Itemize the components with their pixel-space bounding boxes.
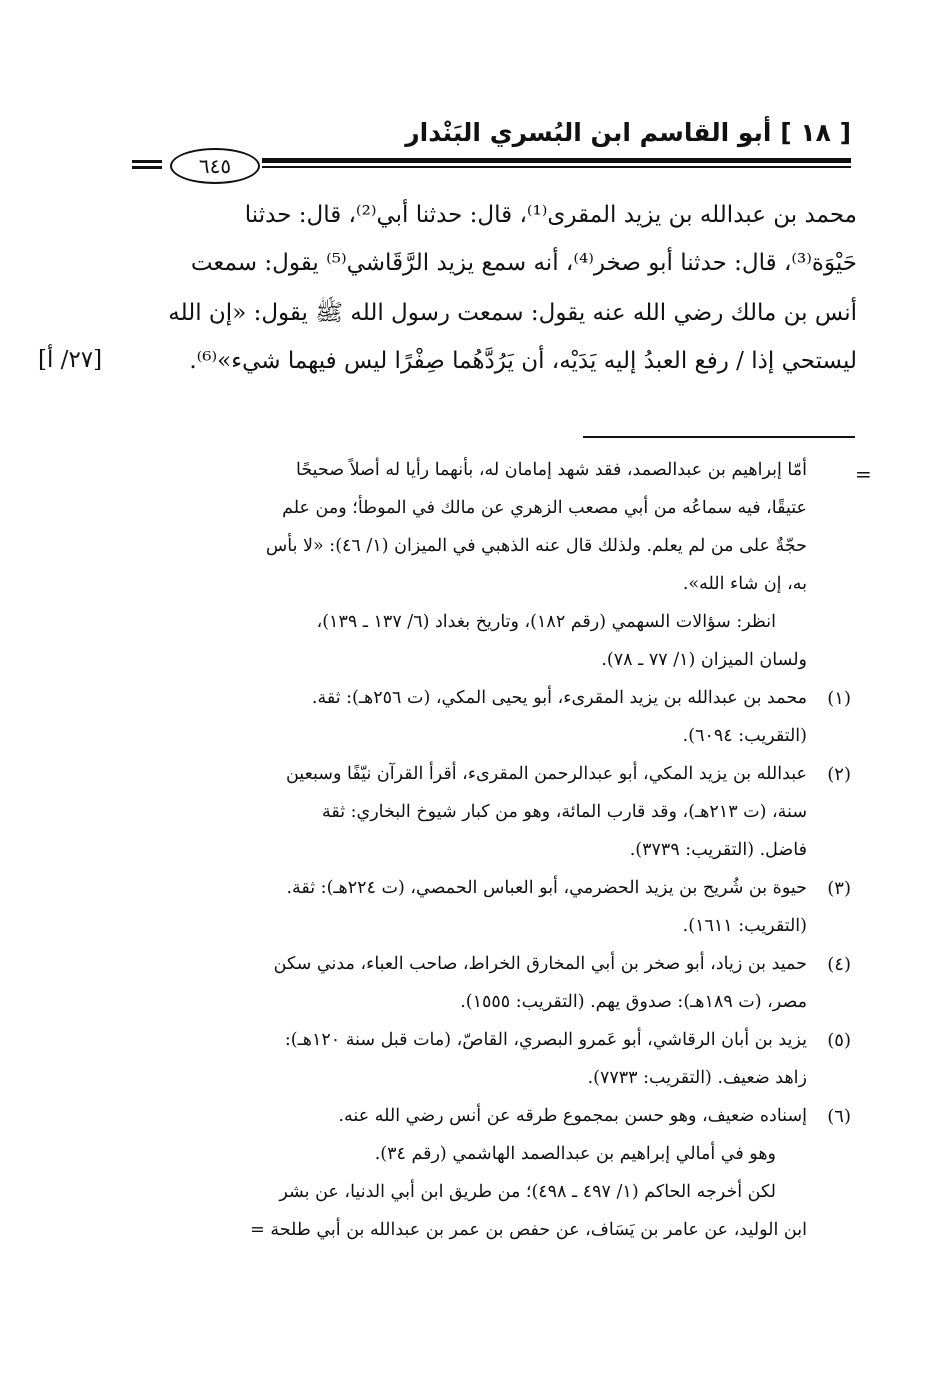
footnote-continuation-line: أمّا إبراهيم بن عبدالصمد، فقد شهد إمامان له، بأنهما رأيا له أصلاً صحيحًا (295, 460, 807, 480)
footnote-see-also-line: انظر: سؤالات السهمي (رقم ١٨٢)، وتاريخ بغداد (٦/ ١٣٧ ـ ١٣٩)، (316, 612, 776, 632)
main-text-line: ليستحي إذا / رفع العبدُ إليه يَدَيْه، أن يَرُدَّهُما صِفْرًا ليس فيهما شيء»⁽⁶⁾. (189, 348, 857, 374)
footnote-line: ابن الوليد، عن عامر بن يَسَاف، عن حفص بن عمر بن عبدالله بن أبي طلحة = (250, 1220, 807, 1240)
footnote-number: (٦) (827, 1106, 851, 1127)
footnote-line: إسناده ضعيف، وهو حسن بمجموع طرقه عن أنس رضي الله عنه. (338, 1106, 807, 1126)
footnote-line: حميد بن زياد، أبو صخر بن أبي المخارق الخراط، صاحب العباء، مدني سكن (273, 954, 807, 974)
footnote-line: (التقريب: ٦٠٩٤). (682, 726, 807, 746)
footnote-line: حيوة بن شُريح بن يزيد الحضرمي، أبو العباس الحمصي، (ت ٢٢٤هـ): ثقة. (286, 878, 807, 898)
footnote-line: فاضل. (التقريب: ٣٧٣٩). (629, 840, 807, 860)
footnote-line: مصر، (ت ١٨٩هـ): صدوق يهم. (التقريب: ١٥٥٥). (460, 992, 807, 1012)
footnote-number: (١) (827, 688, 851, 709)
footnote-separator (583, 436, 855, 438)
running-header-title: [ ١٨ ] أبو القاسم ابن البُسري البَنْدار (405, 118, 851, 147)
footnote-number: (٢) (827, 764, 851, 785)
footnote-number: (٥) (827, 1030, 851, 1051)
header-rule-short (132, 160, 162, 163)
main-text-line: حَيْوَة⁽³⁾، قال: حدثنا أبو صخر⁽⁴⁾، أنه سمع يزيد الرَّقَاشي⁽⁵⁾ يقول: سمعت (190, 250, 857, 276)
footnote-line: عبدالله بن يزيد المكي، أبو عبدالرحمن المقرىء، أقرأ القرآن نيّفًا وسبعين (285, 764, 807, 784)
footnote-line: زاهد ضعيف. (التقريب: ٧٧٣٣). (587, 1068, 807, 1088)
page-number: ٦٤٥ (198, 154, 232, 178)
footnote-continuation-line: عتيقًا، فيه سماعُه من أبي مصعب الزهري عن مالك في الموطأ؛ ومن علم (282, 498, 807, 518)
header-rule-thick (262, 158, 851, 163)
footnote-line: لكن أخرجه الحاكم (١/ ٤٩٧ ـ ٤٩٨)؛ من طريق ابن أبي الدنيا، عن بشر (279, 1182, 776, 1202)
main-text-line: أنس بن مالك رضي الله عنه يقول: سمعت رسول الله ﷺ يقول: «إن الله (168, 300, 857, 326)
header-rule-short (132, 166, 162, 169)
footnote-see-also-line: ولسان الميزان (١/ ٧٧ ـ ٧٨). (601, 650, 807, 670)
footnote-line: يزيد بن أبان الرقاشي، أبو عَمرو البصري، القاصّ، (مات قبل سنة ١٢٠هـ): (284, 1030, 807, 1050)
header-rule-thin (262, 166, 851, 168)
footnote-continuation-line: به، إن شاء الله». (682, 574, 807, 594)
main-text-line: محمد بن عبدالله بن يزيد المقرى⁽¹⁾، قال: حدثنا أبي⁽²⁾، قال: حدثنا (244, 202, 857, 228)
footnote-line: وهو في أمالي إبراهيم بن عبدالصمد الهاشمي (رقم ٣٤). (374, 1144, 776, 1164)
footnote-continuation-line: حجّةٌ على من لم يعلم. ولذلك قال عنه الذهبي في الميزان (١/ ٤٦): «لا بأس (265, 536, 807, 556)
footnote-line: سنة، (ت ٢١٣هـ)، وقد قارب المائة، وهو من كبار شيوخ البخاري: ثقة (321, 802, 807, 822)
continuation-mark: = (855, 462, 872, 486)
footnote-number: (٣) (827, 878, 851, 899)
folio-reference: [٢٧/ أ] (38, 347, 103, 373)
footnote-line: (التقريب: ١٦١١). (682, 916, 807, 936)
footnote-line: محمد بن عبدالله بن يزيد المقرىء، أبو يحيى المكي، (ت ٢٥٦هـ): ثقة. (311, 688, 807, 708)
footnote-number: (٤) (827, 954, 851, 975)
page-number-badge (170, 148, 260, 184)
